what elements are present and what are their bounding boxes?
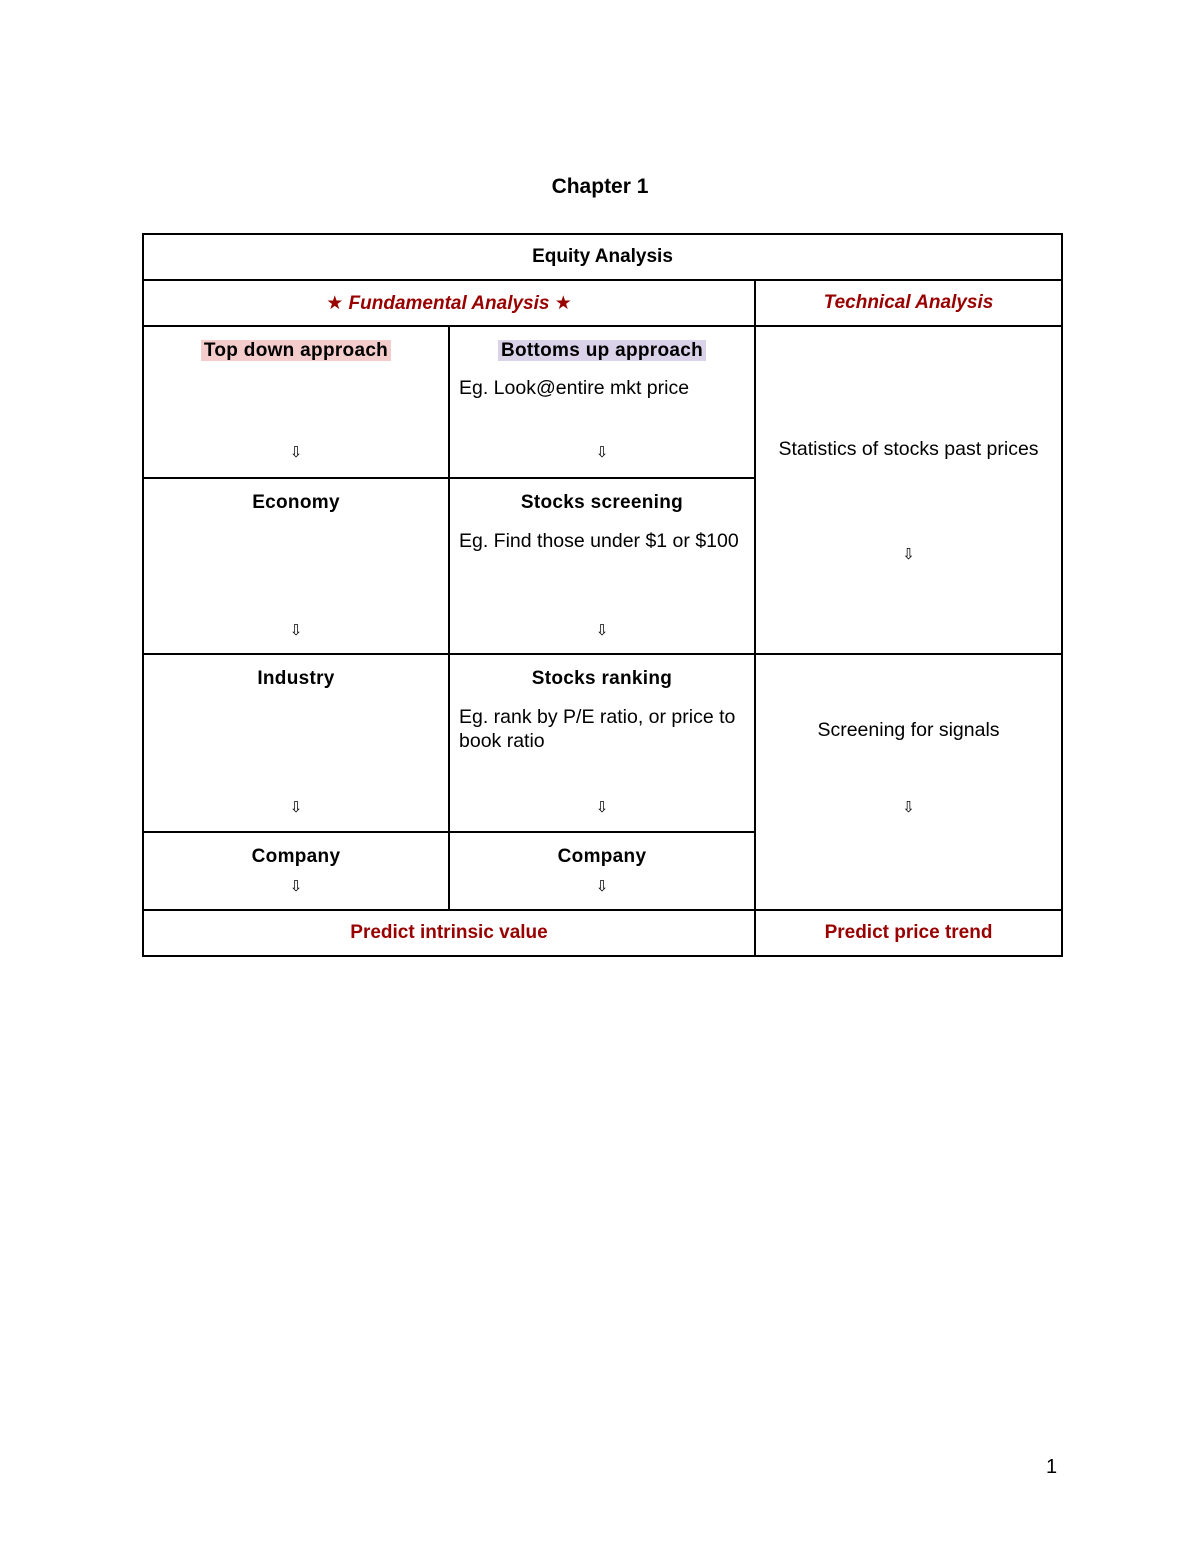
economy-label: Economy — [252, 492, 340, 513]
predict-price-trend: Predict price trend — [824, 922, 993, 943]
company-label: Company — [251, 846, 341, 867]
industry-label: Industry — [257, 668, 335, 689]
fundamental-analysis-text: ★ Fundamental Analysis ★ — [326, 292, 572, 314]
top-down-label: Top down approach — [201, 340, 391, 361]
predict-intrinsic-value: Predict intrinsic value — [350, 922, 548, 943]
industry-cell — [143, 654, 449, 832]
down-arrow-icon: ⇩ — [595, 444, 609, 461]
stocks-ranking-cell — [449, 654, 755, 832]
table-header-text: Equity Analysis — [532, 246, 673, 267]
down-arrow-icon: ⇩ — [595, 799, 609, 816]
down-arrow-icon: ⇩ — [289, 878, 303, 895]
down-arrow-icon: ⇩ — [289, 444, 303, 461]
company-cell-bottoms-up — [449, 832, 755, 910]
footer-fundamental — [143, 910, 755, 956]
technical-signals-cell — [755, 654, 1062, 910]
stocks-ranking-example: Eg. rank by P/E ratio, or price to book ratio — [459, 706, 736, 752]
down-arrow-icon: ⇩ — [289, 622, 303, 639]
table-header — [143, 234, 1062, 280]
equity-analysis-table — [142, 233, 1063, 957]
down-arrow-icon: ⇩ — [595, 878, 609, 895]
company-label: Company — [557, 846, 647, 867]
top-down-cell — [143, 326, 449, 478]
fundamental-analysis-header — [143, 280, 755, 326]
company-cell-top-down — [143, 832, 449, 910]
stocks-screening-label: Stocks screening — [520, 492, 684, 513]
technical-analysis-header — [755, 280, 1062, 326]
bottoms-up-cell — [449, 326, 755, 478]
economy-cell — [143, 478, 449, 654]
technical-statistics-cell — [755, 326, 1062, 654]
footer-technical — [755, 910, 1062, 956]
technical-statistics-text: Statistics of stocks past prices — [778, 438, 1039, 460]
down-arrow-icon: ⇩ — [902, 799, 915, 816]
bottoms-up-label: Bottoms up approach — [498, 340, 706, 361]
bottoms-up-example: Eg. Look@entire mkt price — [459, 377, 690, 399]
down-arrow-icon: ⇩ — [289, 799, 303, 816]
down-arrow-icon: ⇩ — [902, 546, 915, 563]
stocks-ranking-label: Stocks ranking — [531, 668, 673, 689]
stocks-screening-cell — [449, 478, 755, 654]
page-title: Chapter 1 — [551, 175, 649, 198]
technical-analysis-text: Technical Analysis — [823, 292, 994, 313]
stocks-screening-example: Eg. Find those under $1 or $100 — [459, 530, 739, 552]
technical-signals-text: Screening for signals — [817, 719, 1000, 741]
page-number: 1 — [1046, 1456, 1058, 1478]
down-arrow-icon: ⇩ — [595, 622, 609, 639]
